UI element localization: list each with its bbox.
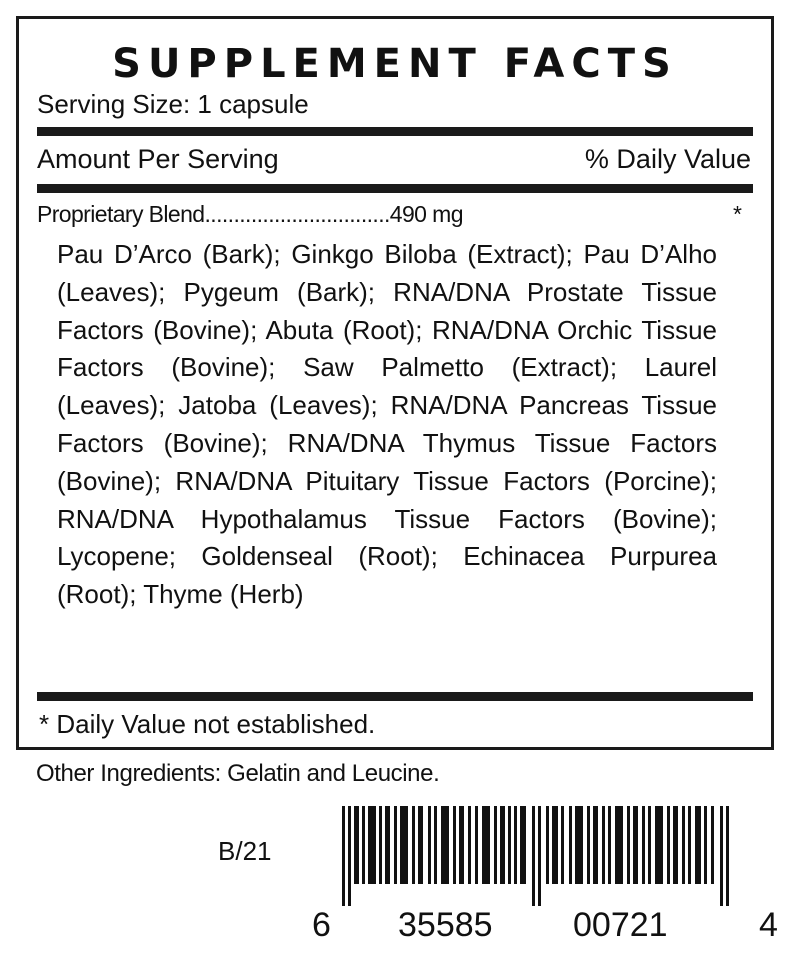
barcode-bar xyxy=(587,806,590,884)
barcode-digit-first: 6 xyxy=(312,906,331,944)
barcode-bar xyxy=(494,806,497,884)
barcode-bar xyxy=(459,806,464,884)
barcode-group-left: 35585 xyxy=(398,906,493,944)
barcode-bar xyxy=(655,806,663,884)
barcode-bar xyxy=(627,806,630,884)
serving-size: Serving Size: 1 capsule xyxy=(37,89,309,119)
barcode-bar xyxy=(475,806,478,884)
supplement-facts-panel xyxy=(16,16,774,750)
barcode-bar xyxy=(418,806,423,884)
thick-divider xyxy=(37,692,753,701)
barcode-bar xyxy=(385,806,390,884)
barcode-bar xyxy=(726,806,729,906)
proprietary-blend-line: Proprietary Blend................................490 mg xyxy=(37,201,463,227)
daily-value-footnote: * Daily Value not established. xyxy=(39,709,376,739)
barcode-bar xyxy=(615,806,623,884)
barcode-bar xyxy=(342,806,345,906)
barcode-bar xyxy=(532,806,535,906)
barcode-bar xyxy=(400,806,408,884)
barcode-bar xyxy=(468,806,471,884)
barcode-bar xyxy=(362,806,365,884)
barcode-bar xyxy=(354,806,359,884)
barcode-bar xyxy=(711,806,714,884)
other-ingredients: Other Ingredients: Gelatin and Leucine. xyxy=(36,760,440,787)
barcode-bar xyxy=(348,806,351,906)
barcode-bar xyxy=(538,806,541,906)
barcode-bar xyxy=(434,806,437,884)
barcode-bar xyxy=(394,806,397,884)
barcode-bar xyxy=(453,806,456,884)
barcode-bar xyxy=(508,806,511,884)
barcode-bar xyxy=(608,806,611,884)
barcode-bar xyxy=(704,806,707,884)
barcode-bar xyxy=(520,806,526,884)
amount-per-serving-header: Amount Per Serving xyxy=(37,144,279,174)
lot-code: B/21 xyxy=(218,836,272,866)
barcode-bar xyxy=(561,806,564,884)
thick-divider xyxy=(37,127,753,136)
barcode-bar xyxy=(412,806,415,884)
barcode-bar xyxy=(500,806,505,884)
barcode-bar xyxy=(720,806,723,906)
barcode-bar xyxy=(695,806,701,884)
barcode-bar xyxy=(368,806,376,884)
barcode-bar xyxy=(575,806,583,884)
barcode-bar xyxy=(441,806,449,884)
panel-title: SUPPLEMENT FACTS xyxy=(112,41,678,87)
daily-value-header: % Daily Value xyxy=(584,144,751,174)
thick-divider xyxy=(37,184,753,193)
barcode-bar xyxy=(667,806,670,884)
barcode-digit-last: 4 xyxy=(759,906,778,944)
barcode-bar xyxy=(514,806,517,884)
barcode-bar xyxy=(633,806,638,884)
barcode-bar xyxy=(682,806,685,884)
barcode-bar xyxy=(428,806,431,884)
barcode xyxy=(342,806,772,906)
barcode-bar xyxy=(569,806,572,884)
barcode-bar xyxy=(648,806,651,884)
barcode-bar xyxy=(552,806,558,884)
barcode-bar xyxy=(602,806,605,884)
blend-ingredients: Pau D’Arco (Bark); Ginkgo Biloba (Extract); Pau D’Alho (Leaves); Pygeum (Bark); RNA/DNA Prostate Tissue Factors (Bovine); Abuta (Root); RNA/DNA Orchic Tissue Factors (Bovine); Saw Palmetto (Extract); Laurel (Leaves); Jatoba (Leaves); RNA/DNA Pancreas Tissue Factors (Bovine); RNA/DNA Thymus Tissue Factors (Bovine); RNA/DNA Pituitary Tissue Factors (Porcine); RNA/DNA Hypothalamus Tissue Factors (Bovine); Lycopene; Goldenseal (Root); Echinacea Purpurea (Root); Thyme (Herb) xyxy=(57,239,717,610)
barcode-bar xyxy=(546,806,549,884)
barcode-group-right: 00721 xyxy=(573,906,668,944)
barcode-bar xyxy=(593,806,598,884)
barcode-bar xyxy=(673,806,678,884)
barcode-bar xyxy=(688,806,691,884)
barcode-bar xyxy=(482,806,490,884)
barcode-bar xyxy=(379,806,382,884)
blend-daily-value-asterisk: * xyxy=(733,201,742,227)
barcode-bar xyxy=(642,806,645,884)
